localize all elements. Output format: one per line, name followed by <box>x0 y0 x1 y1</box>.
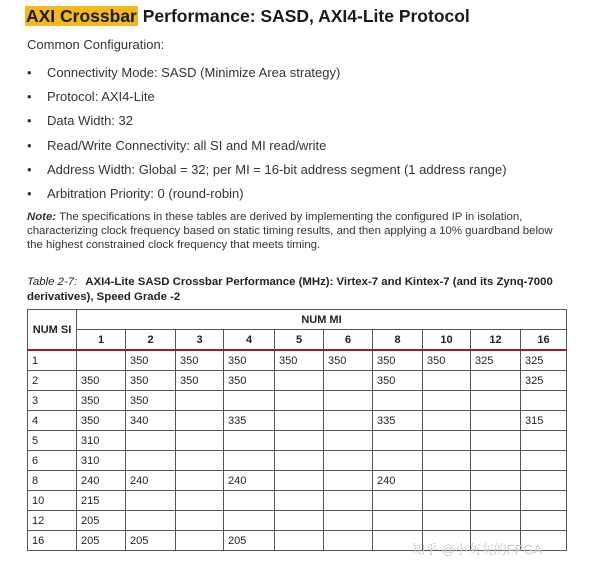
list-item-text: Address Width: Global = 32; per MI = 16-bit address segment (1 address range) <box>47 161 507 177</box>
table-cell <box>224 431 275 451</box>
table-cell: 350 <box>224 350 275 371</box>
list-item <box>27 185 507 209</box>
table-caption-text: AXI4-Lite SASD Crossbar Performance (MHz): Virtex-7 and Kintex-7 (and its Zynq-7000 derivatives), Speed Grade -2 <box>27 276 553 303</box>
bullet-icon: • <box>27 137 32 153</box>
table-cell <box>423 391 471 411</box>
table-cell: 325 <box>471 350 521 371</box>
table-row <box>28 411 567 431</box>
table-cell <box>275 431 324 451</box>
table-cell <box>423 411 471 431</box>
bullet-icon: • <box>27 65 32 80</box>
col-header: 6 <box>324 330 373 351</box>
table-cell <box>373 431 423 451</box>
table-cell <box>324 411 373 431</box>
list-item <box>27 137 507 161</box>
table-caption <box>27 275 567 305</box>
col-header: 12 <box>471 330 521 351</box>
table-cell <box>471 371 521 391</box>
performance-table <box>27 309 567 551</box>
bullet-icon: • <box>27 161 32 177</box>
table-cell: 205 <box>224 531 275 551</box>
table-cell: 350 <box>324 350 373 371</box>
list-item <box>27 64 507 88</box>
list-item-text: Read/Write Connectivity: all SI and MI read/write <box>47 137 327 153</box>
table-cell: 205 <box>77 531 126 551</box>
table-cell: 240 <box>373 471 423 491</box>
table-cell <box>423 491 471 511</box>
row-header: 8 <box>28 471 77 491</box>
list-item-text: Data Width: 32 <box>47 113 133 129</box>
table-cell <box>324 491 373 511</box>
col-header: 4 <box>224 330 275 351</box>
table-cell: 325 <box>521 371 567 391</box>
table-row <box>28 391 567 411</box>
table-cell: 350 <box>126 371 176 391</box>
table-cell: 335 <box>373 411 423 431</box>
table-cell: 350 <box>373 350 423 371</box>
table-cell <box>423 451 471 471</box>
bullet-icon: • <box>27 113 32 129</box>
table-cell: 340 <box>126 411 176 431</box>
table-cell <box>471 451 521 471</box>
table-cell <box>275 451 324 471</box>
table-cell: 350 <box>77 411 126 431</box>
table-cell <box>126 431 176 451</box>
table-cell: 350 <box>275 350 324 371</box>
table-cell <box>176 511 224 531</box>
table-cell: 335 <box>224 411 275 431</box>
table-cell <box>224 511 275 531</box>
col-header: 3 <box>176 330 224 351</box>
row-header: 6 <box>28 451 77 471</box>
col-header: 16 <box>521 330 567 351</box>
table-row <box>28 451 567 471</box>
table-cell <box>176 471 224 491</box>
list-item-text: Protocol: AXI4-Lite <box>47 89 155 105</box>
watermark: 知乎 @小灰灰的FPGA <box>412 542 543 557</box>
list-item-text: Arbitration Priority: 0 (round-robin) <box>47 185 244 201</box>
table-row <box>28 511 567 531</box>
table-cell <box>521 471 567 491</box>
table-cell <box>275 531 324 551</box>
table-cell: 240 <box>126 471 176 491</box>
note-text: The specifications in these tables are derived by implementing the configured IP in isolation, characterizing clock frequency based on static timing results, and then applying a 10% guardband below the highest constrained clock frequency that meets timing. <box>27 211 553 251</box>
table-cell: 240 <box>77 471 126 491</box>
table-cell <box>324 451 373 471</box>
table-cell <box>324 371 373 391</box>
row-header: 10 <box>28 491 77 511</box>
table-cell <box>77 350 126 371</box>
table-cell <box>176 391 224 411</box>
num-si-header: NUM SI <box>28 310 77 351</box>
page-title <box>25 6 470 27</box>
table-cell <box>373 511 423 531</box>
list-item <box>27 112 507 136</box>
note-label: Note: <box>27 211 57 223</box>
col-header: 10 <box>423 330 471 351</box>
table-cell: 325 <box>521 350 567 371</box>
table-row <box>28 471 567 491</box>
row-header: 16 <box>28 531 77 551</box>
table-cell <box>275 391 324 411</box>
table-cell: 310 <box>77 431 126 451</box>
table-cell <box>471 431 521 451</box>
row-header: 1 <box>28 350 77 371</box>
table-cell <box>324 431 373 451</box>
table-cell <box>471 471 521 491</box>
table-cell <box>275 511 324 531</box>
bullet-icon: • <box>27 89 32 105</box>
table-cell: 205 <box>126 531 176 551</box>
table-cell <box>471 511 521 531</box>
table-cell <box>275 411 324 431</box>
table-cell: 240 <box>224 471 275 491</box>
table-cell: 350 <box>373 371 423 391</box>
table-cell <box>521 391 567 411</box>
table-cell <box>224 491 275 511</box>
table-cell <box>324 471 373 491</box>
table-cell <box>471 391 521 411</box>
table-cell: 350 <box>176 371 224 391</box>
table-cell: 350 <box>423 350 471 371</box>
table-cell <box>423 471 471 491</box>
table-cell <box>176 531 224 551</box>
table-cell <box>423 431 471 451</box>
table-cell <box>521 511 567 531</box>
col-header: 1 <box>77 330 126 351</box>
table-cell: 310 <box>77 451 126 471</box>
table-row <box>28 350 567 371</box>
table-cell <box>471 491 521 511</box>
col-header: 2 <box>126 330 176 351</box>
table-cell: 350 <box>224 371 275 391</box>
table-row <box>28 491 567 511</box>
row-header: 2 <box>28 371 77 391</box>
table-cell <box>224 391 275 411</box>
bullet-icon: • <box>27 185 32 201</box>
note-paragraph <box>27 210 567 252</box>
row-header: 3 <box>28 391 77 411</box>
table-cell <box>521 491 567 511</box>
table-cell: 350 <box>126 350 176 371</box>
table-row <box>28 431 567 451</box>
common-configuration-heading: Common Configuration: <box>27 37 165 52</box>
table-cell <box>275 471 324 491</box>
table-cell <box>275 491 324 511</box>
table-cell <box>176 451 224 471</box>
list-item <box>27 88 507 112</box>
table-cell: 315 <box>521 411 567 431</box>
table-cell: 350 <box>77 391 126 411</box>
table-cell <box>126 451 176 471</box>
table-cell: 350 <box>77 371 126 391</box>
table-cell <box>126 491 176 511</box>
table-cell: 215 <box>77 491 126 511</box>
table-cell <box>324 511 373 531</box>
table-cell <box>176 491 224 511</box>
table-cell <box>423 371 471 391</box>
col-header: 5 <box>275 330 324 351</box>
table-cell <box>176 431 224 451</box>
table-cell: 350 <box>126 391 176 411</box>
table-cell <box>275 371 324 391</box>
table-cell <box>373 491 423 511</box>
table-cell <box>521 431 567 451</box>
table-cell <box>373 391 423 411</box>
table-cell <box>224 451 275 471</box>
table-cell <box>324 391 373 411</box>
table-cell <box>324 531 373 551</box>
col-header: 8 <box>373 330 423 351</box>
table-number: Table 2-7: <box>27 276 78 288</box>
row-header: 4 <box>28 411 77 431</box>
table-cell <box>521 451 567 471</box>
table-cell <box>471 411 521 431</box>
table-row <box>28 371 567 391</box>
table-cell <box>126 511 176 531</box>
table-cell <box>373 451 423 471</box>
row-header: 12 <box>28 511 77 531</box>
table-cell: 350 <box>176 350 224 371</box>
row-header: 5 <box>28 431 77 451</box>
table-cell: 205 <box>77 511 126 531</box>
table-cell <box>176 411 224 431</box>
title-rest: Performance: SASD, AXI4-Lite Protocol <box>137 6 470 26</box>
list-item <box>27 161 507 185</box>
title-highlight: AXI Crossbar <box>26 6 137 26</box>
configuration-list <box>27 64 507 209</box>
list-item-text: Connectivity Mode: SASD (Minimize Area strategy) <box>47 65 341 80</box>
num-mi-header: NUM MI <box>77 310 567 330</box>
table-cell <box>423 511 471 531</box>
